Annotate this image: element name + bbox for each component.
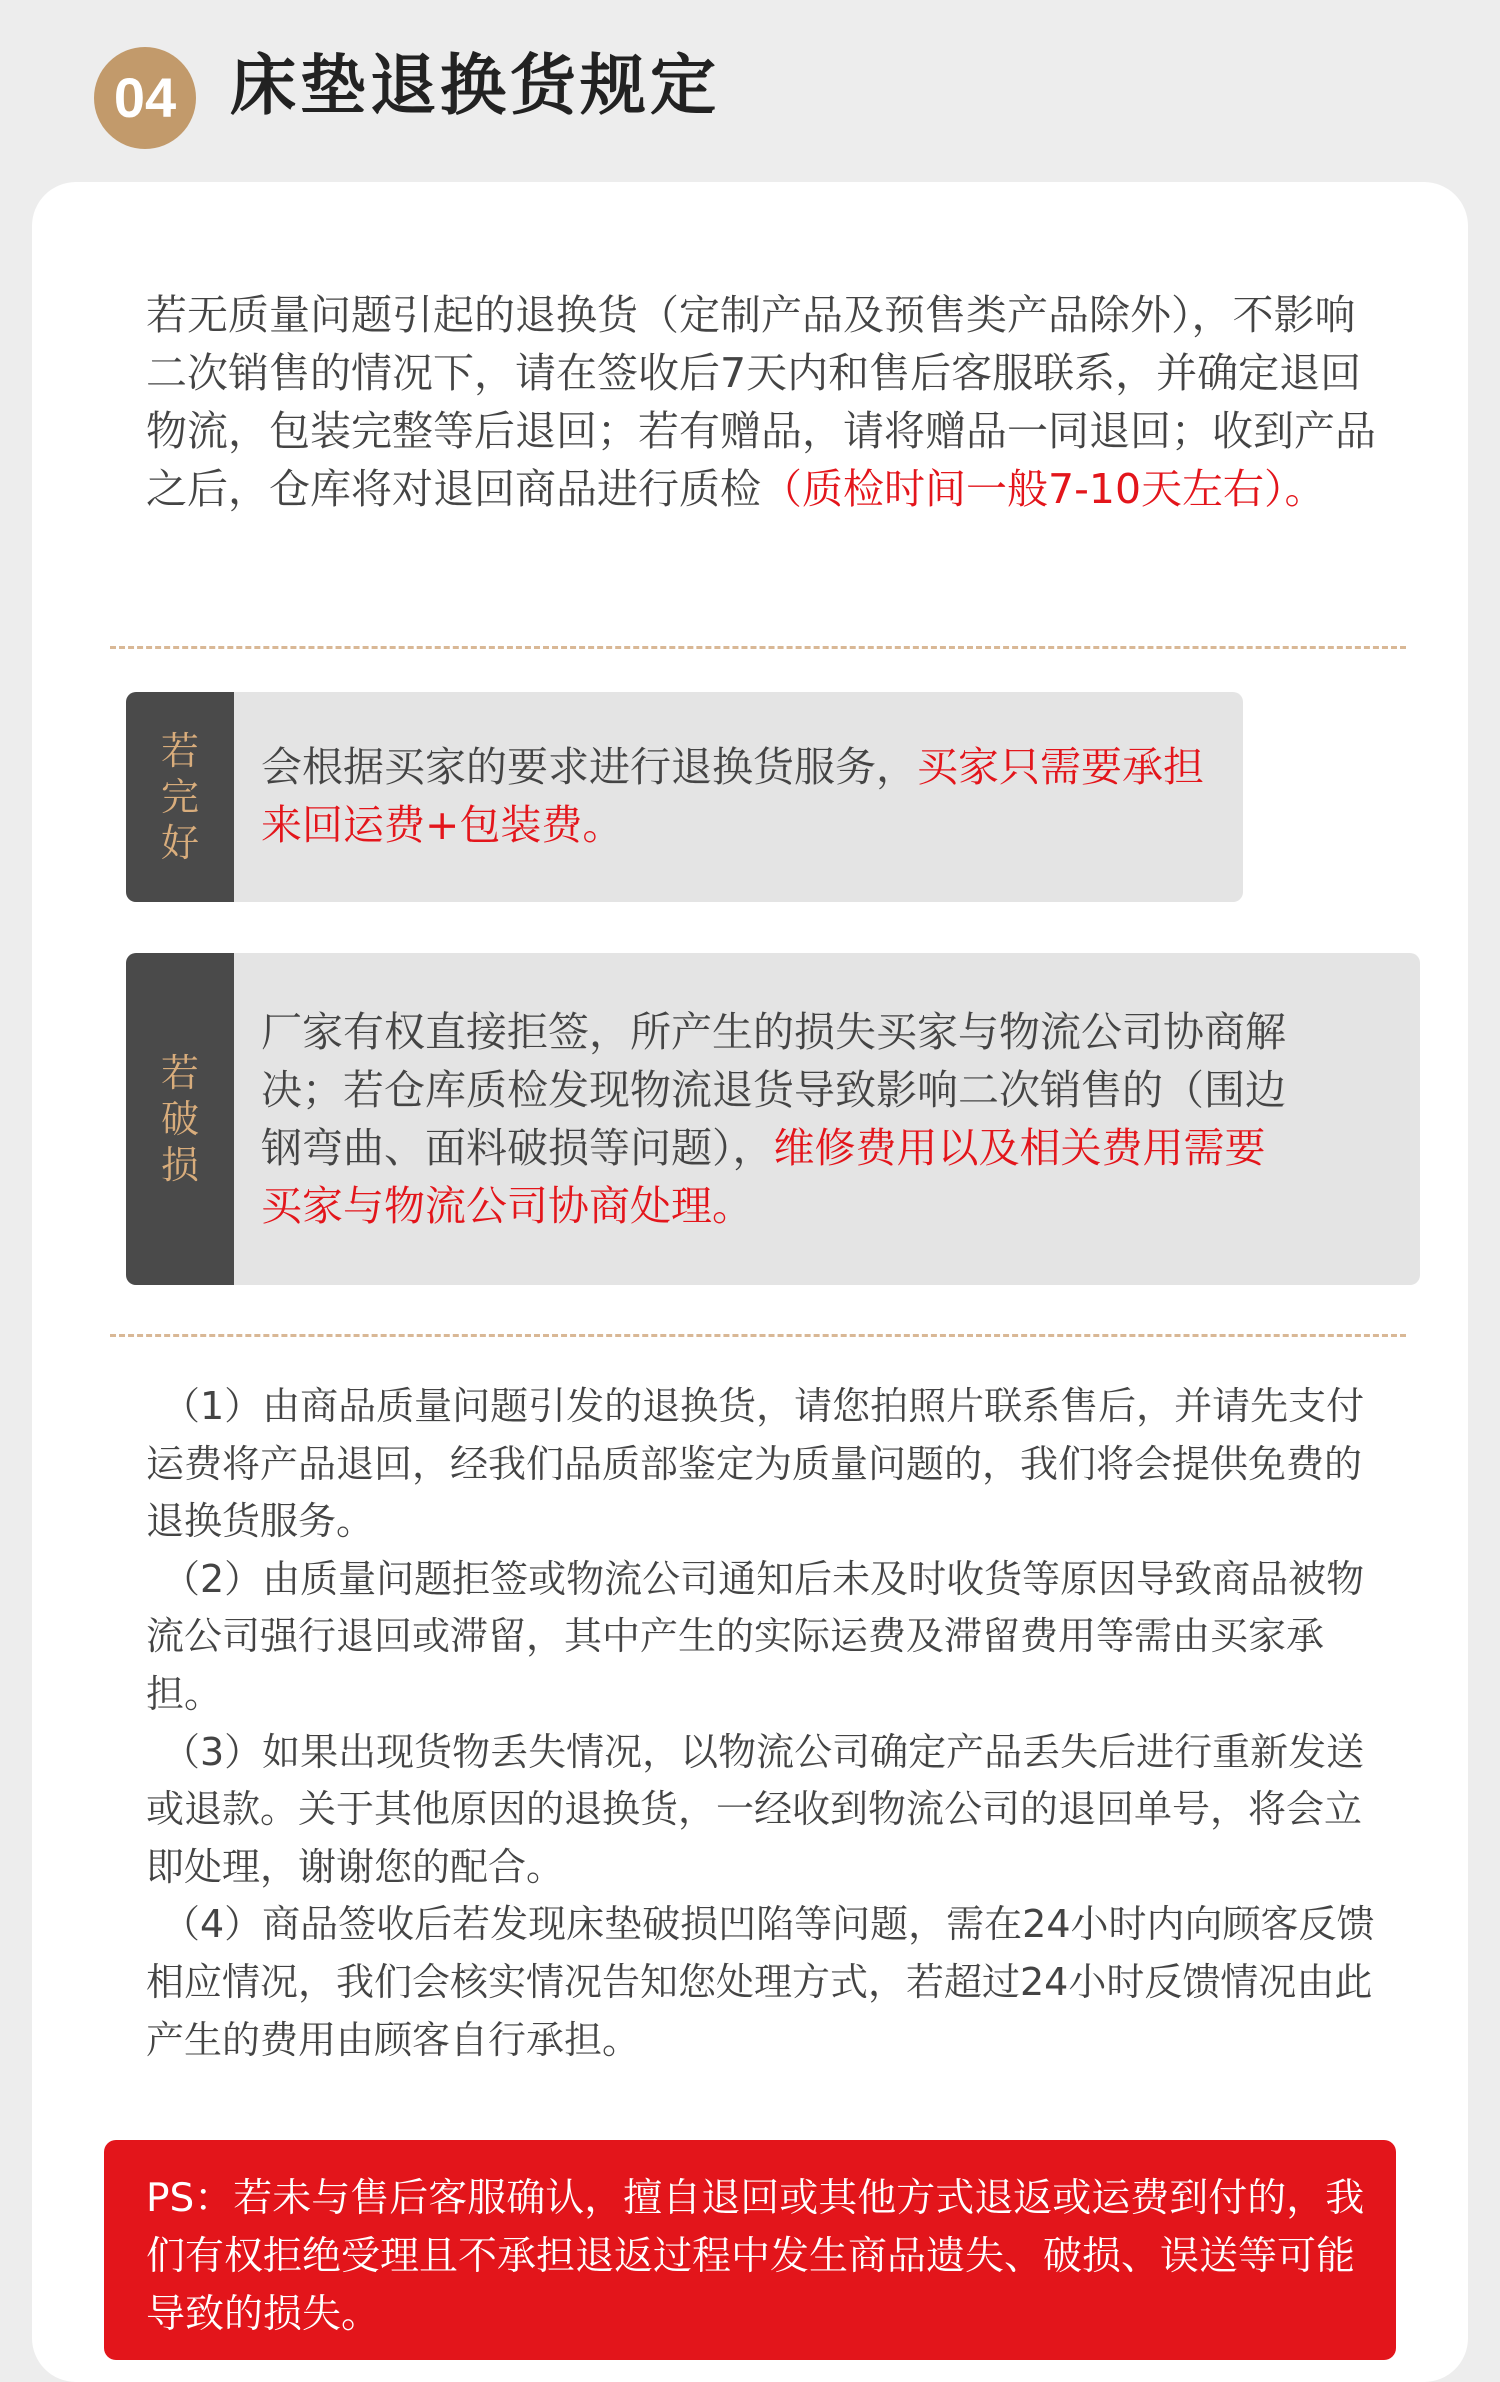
intact-box xyxy=(126,692,1243,902)
note-item: （2）由质量问题拒签或物流公司通知后未及时收货等原因导致商品被物流公司强行退回或滞留，其中产生的实际运费及滞留费用等需由买家承担。 xyxy=(146,1556,1365,1716)
intact-highlight: 买家只需要承担来回运费+包装费。 xyxy=(261,743,1204,849)
note-item: （4）商品签收后若发现床垫破损凹陷等问题，需在24小时内向顾客反馈相应情况，我们会核实情况告知您处理方式，若超过24小时反馈情况由此产生的费用由顾客自行承担。 xyxy=(146,1902,1375,2062)
tag-char: 破 xyxy=(160,1097,199,1141)
damaged-text-block xyxy=(261,1003,1301,1235)
tag-char: 损 xyxy=(160,1143,199,1187)
damaged-highlight: 维修费用以及相关费用需要买家与物流公司协商处理。 xyxy=(261,1124,1266,1230)
tag-char: 完 xyxy=(160,775,199,819)
dashed-divider xyxy=(110,1334,1406,1337)
intro-paragraph xyxy=(146,286,1386,518)
intact-tag xyxy=(126,692,234,902)
section-header xyxy=(0,0,1500,180)
ps-text: PS：若未与售后客服确认，擅自退回或其他方式退返或运费到付的，我们有权拒绝受理且不承担退返过程中发生商品遗失、破损、误送等可能导致的损失。 xyxy=(146,2176,1365,2337)
intro-text: 若无质量问题引起的退换货（定制产品及预售类产品除外），不影响二次销售的情况下，请在签收后7天内和售后客服联系，并确定退回物流，包装完整等后退回；若有赠品，请将赠品一同退回；收到产品之后，仓库将对退回商品进行质检 xyxy=(146,291,1376,513)
damaged-tag xyxy=(126,953,234,1285)
intro-highlight: （质检时间一般7-10天左右）。 xyxy=(761,465,1326,513)
intact-text-block xyxy=(261,738,1211,854)
damaged-box xyxy=(126,953,1420,1285)
dashed-divider xyxy=(110,646,1406,649)
note-item: （1）由商品质量问题引发的退换货，请您拍照片联系售后，并请先支付运费将产品退回，经我们品质部鉴定为质量问题的，我们将会提供免费的退换货服务。 xyxy=(146,1384,1365,1544)
notes-list xyxy=(146,1378,1396,2069)
tag-char: 好 xyxy=(160,821,199,865)
note-item: （3）如果出现货物丢失情况，以物流公司确定产品丢失后进行重新发送或退款。关于其他原因的退换货，一经收到物流公司的退回单号，将会立即处理，谢谢您的配合。 xyxy=(146,1729,1365,1889)
intact-text: 会根据买家的要求进行退换货服务， xyxy=(261,743,917,791)
tag-char: 若 xyxy=(160,1051,199,1095)
section-number-badge: 04 xyxy=(94,47,196,149)
ps-banner xyxy=(104,2140,1396,2360)
tag-char: 若 xyxy=(160,729,199,773)
section-title: 床垫退换货规定 xyxy=(230,47,720,124)
damaged-text: 厂家有权直接拒签，所产生的损失买家与物流公司协商解决；若仓库质检发现物流退货导致影响二次销售的（围边钢弯曲、面料破损等问题）， xyxy=(261,1008,1286,1172)
